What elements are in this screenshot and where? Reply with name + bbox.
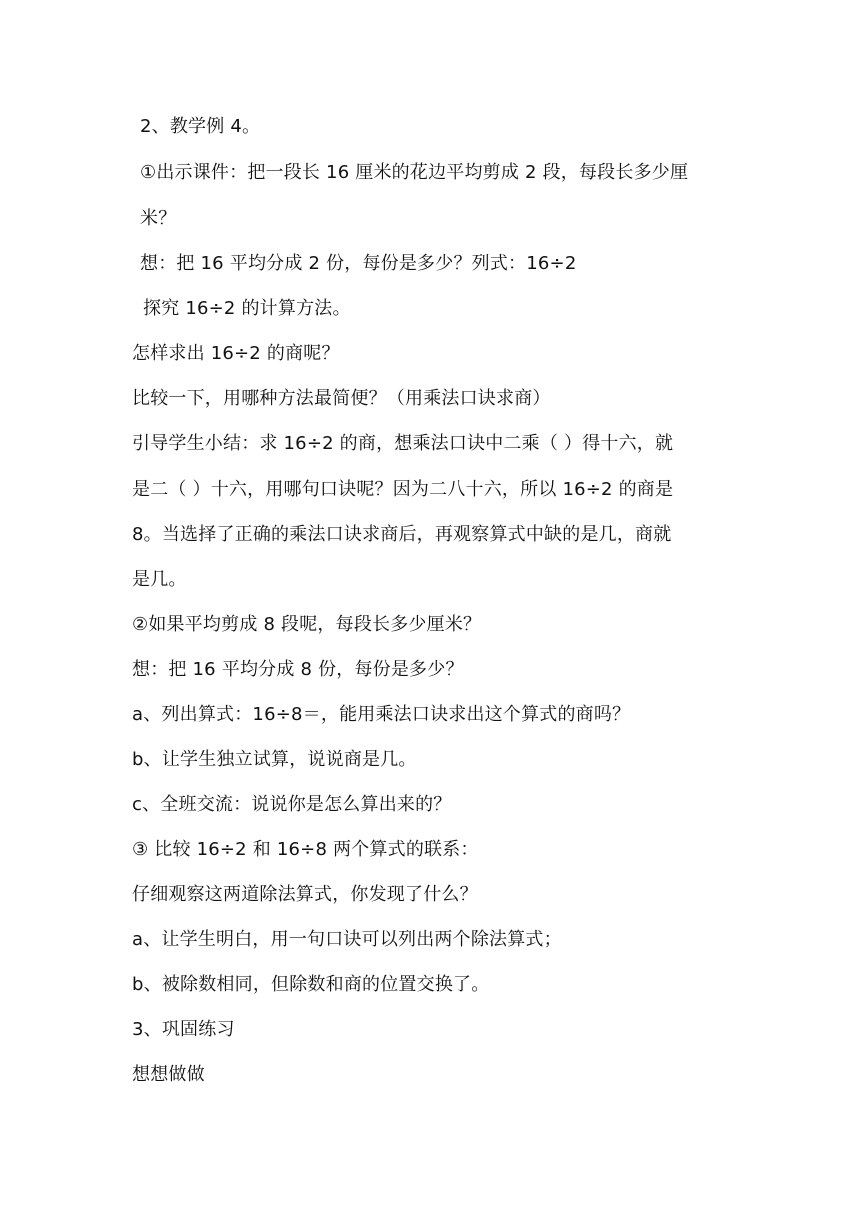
- observe-question: 仔细观察这两道除法算式，你发现了什么？: [132, 884, 478, 905]
- courseware-problem-line2: 米？: [140, 208, 177, 229]
- step-b-trial: b、让学生独立试算，说说商是几。: [132, 749, 417, 770]
- think-formula: 想：把 16 平均分成 2 份，每份是多少？列式：16÷2: [140, 253, 577, 274]
- summary-line4: 是几。: [132, 569, 187, 590]
- eight-segments-question: ②如果平均剪成 8 段呢，每段长多少厘米？: [132, 614, 482, 635]
- summary-line1: 引导学生小结：求 16÷2 的商，想乘法口诀中二乘（ ）得十六，就: [132, 433, 674, 454]
- step-c-exchange: c、全班交流：说说你是怎么算出来的？: [132, 794, 452, 815]
- compare-two-formulas: ③ 比较 16÷2 和 16÷8 两个算式的联系：: [132, 839, 479, 860]
- explore-method: 探究 16÷2 的计算方法。: [143, 298, 351, 319]
- think-eight-parts: 想：把 16 平均分成 8 份，每份是多少？: [132, 659, 464, 680]
- courseware-problem-line1: ①出示课件：把一段长 16 厘米的花边平均剪成 2 段，每段长多少厘: [140, 162, 689, 183]
- think-and-do: 想想做做: [132, 1064, 205, 1085]
- heading-example-4: 2、教学例 4。: [140, 116, 261, 137]
- point-a: a、让学生明白，用一句口诀可以列出两个除法算式；: [132, 929, 562, 950]
- point-b: b、被除数相同，但除数和商的位置交换了。: [132, 974, 490, 995]
- step-a-formula: a、列出算式：16÷8＝，能用乘法口诀求出这个算式的商吗？: [132, 704, 631, 725]
- summary-line2: 是二（ ）十六，用哪句口诀呢？因为二八十六，所以 16÷2 的商是: [132, 479, 674, 500]
- summary-line3: 8。当选择了正确的乘法口诀求商后，再观察算式中缺的是几，商就: [132, 524, 672, 545]
- heading-practice: 3、巩固练习: [132, 1019, 235, 1040]
- question-quotient: 怎样求出 16÷2 的商呢？: [132, 343, 340, 364]
- compare-methods: 比较一下，用哪种方法最简便？（用乘法口诀求商）: [132, 388, 551, 409]
